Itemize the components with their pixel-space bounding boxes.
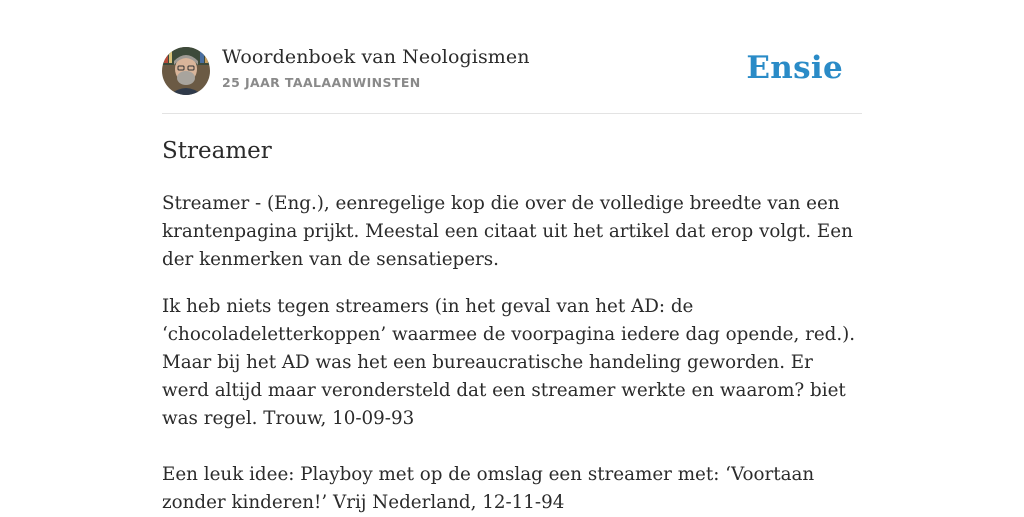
- author-portrait-icon: [162, 47, 210, 95]
- site-subtitle: 25 JAAR TAALAANWINSTEN: [222, 75, 421, 90]
- entry-title: Streamer: [162, 138, 272, 164]
- author-avatar[interactable]: [162, 47, 210, 95]
- site-title[interactable]: Woordenboek van Neologismen: [222, 46, 530, 68]
- entry-quote: Ik heb niets tegen streamers (in het geval van het AD: de ‘chocoladeletterkoppen’ waarmee de voorpagina iedere dag opende, red.). Maar bij het AD was het een bureaucratische handeling geworden. Er werd altijd maar verondersteld dat een streamer werkte en waarom? biet was regel. Trouw, 10-09-93: [162, 296, 856, 429]
- page-content: [162, 0, 862, 513]
- entry-definition: Streamer - (Eng.), eenregelige kop die over de volledige breedte van een krantenpagina prijkt. Meestal een citaat uit het artikel dat erop volgt. Een der kenmerken van de sensatiepers.: [162, 193, 853, 270]
- site-header: [162, 0, 862, 114]
- entry-quote: Een leuk idee: Playboy met op de omslag een streamer met: ‘Voortaan zonder kinderen!’ Vrij Nederland, 12-11-94: [162, 464, 815, 513]
- ensie-logo[interactable]: Ensie: [746, 50, 843, 86]
